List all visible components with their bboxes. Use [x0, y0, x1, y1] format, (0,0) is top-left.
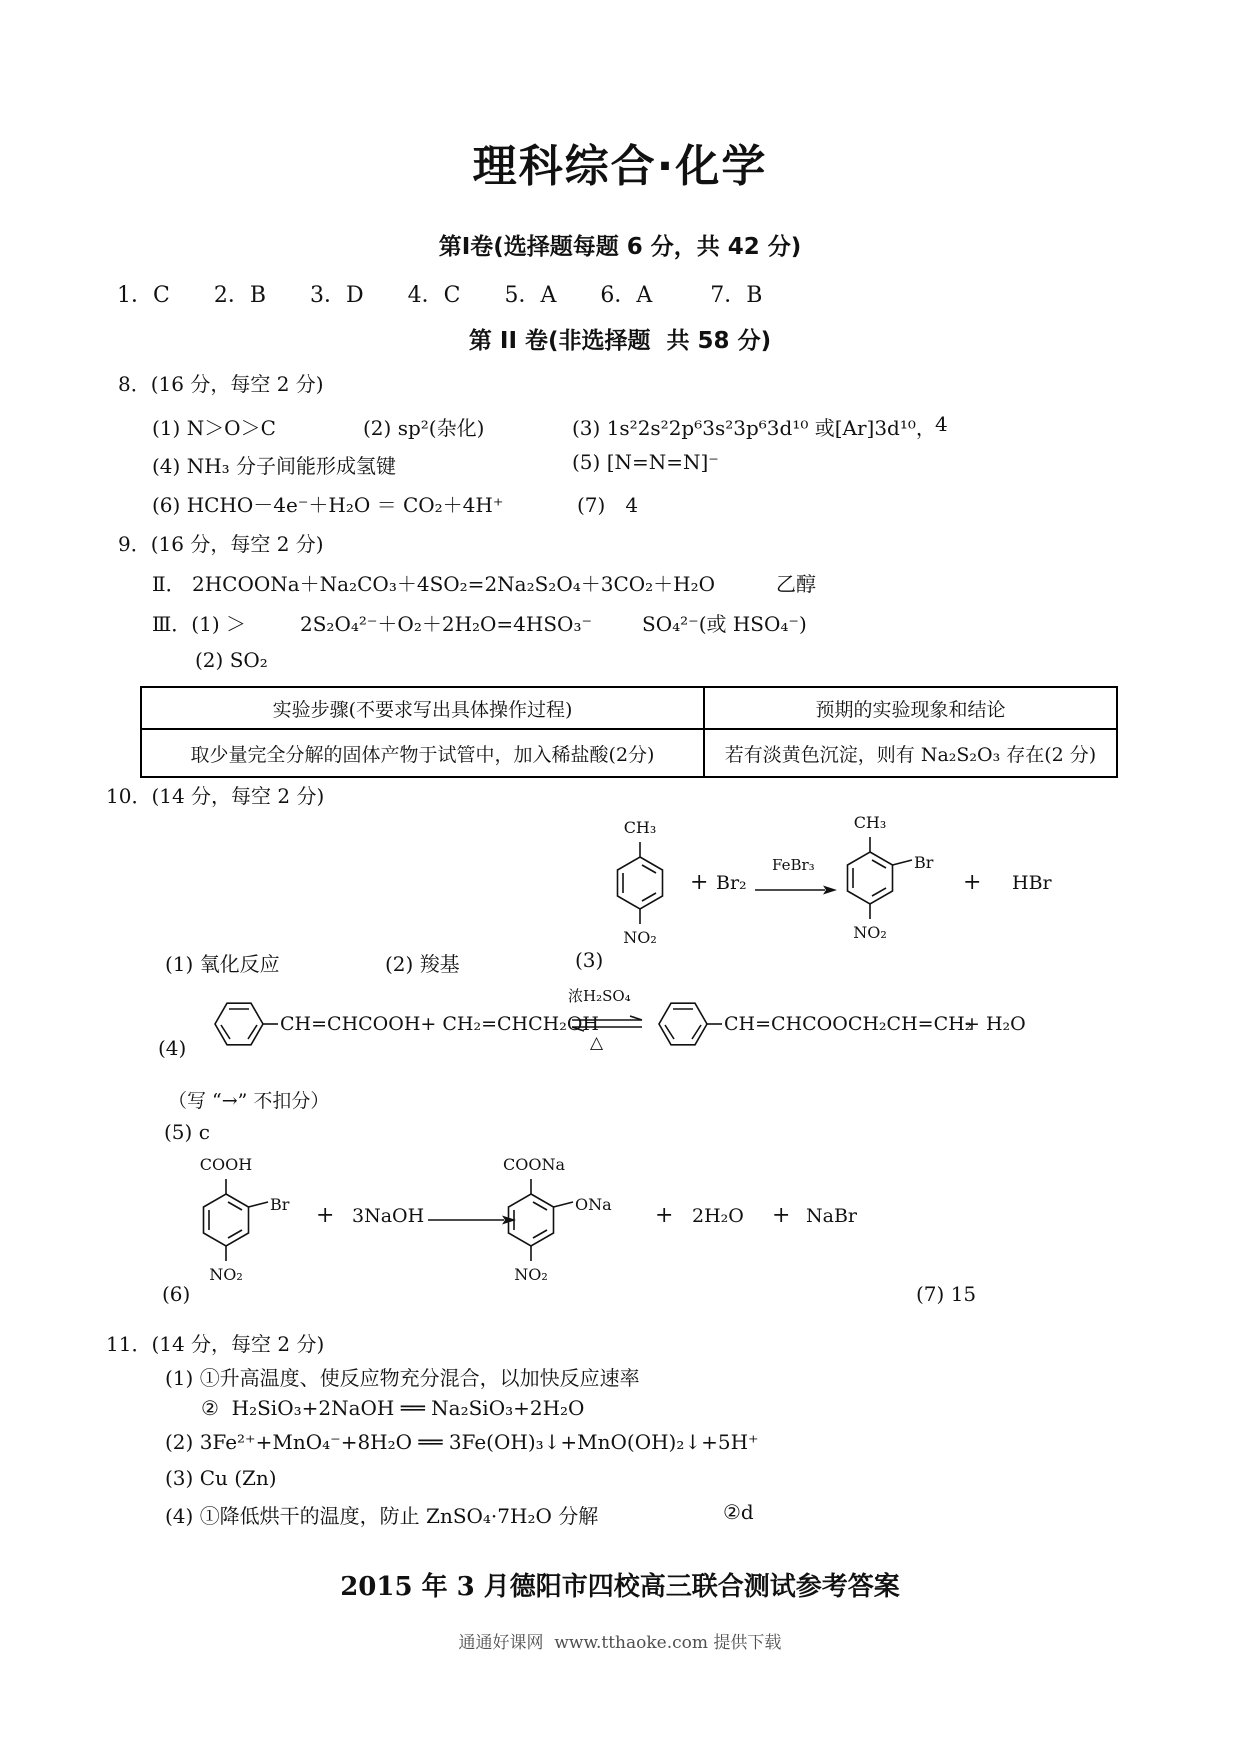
reaction-arrow-icon — [755, 884, 837, 896]
table-header-steps: 实验步骤(不要求写出具体操作过程) — [141, 687, 704, 729]
nitro-group-label: NO₂ — [853, 923, 887, 942]
footer-credit: 通通好课网 www.tthaoke.com 提供下载 — [458, 1633, 782, 1653]
bromo-substituent-label: Br — [914, 853, 934, 872]
benzene-ring-icon — [198, 1175, 278, 1265]
mc-answer: 6．A — [600, 283, 653, 308]
nitro-group-label: NO₂ — [514, 1265, 548, 1284]
q9-answer-2: (2) SO₂ — [195, 648, 268, 672]
benzene-ring-icon — [842, 833, 922, 923]
benzene-ring-icon — [206, 998, 278, 1050]
plus-sign: + — [772, 1203, 791, 1228]
q10-answer-5: (5) c — [164, 1120, 210, 1144]
page-title: 理科综合·化学 — [472, 141, 768, 192]
nitro-group-label: NO₂ — [209, 1265, 243, 1284]
q10-answer-1: (1) 氧化反应 — [165, 952, 280, 976]
q11-answer-4: (4) ①降低烘干的温度，防止 ZnSO₄·7H₂O 分解 — [165, 1504, 599, 1528]
water-byproduct-label: + H₂O — [964, 1013, 1026, 1035]
q9-line2-note: 乙醇 — [776, 572, 816, 596]
methyl-group-label: CH₃ — [853, 813, 887, 832]
q10-answer-6-label: (6) — [162, 1282, 191, 1306]
section2-heading: 第 II 卷(非选择题 共 58 分) — [468, 328, 772, 354]
q11-answer-2: (2) 3Fe²⁺+MnO₄⁻+8H₂O ══ 3Fe(OH)₃↓+MnO(OH)₂↓+5H⁺ — [165, 1430, 759, 1454]
q10-note: （写 “→” 不扣分） — [168, 1090, 330, 1112]
q8-answer-2: (2) sp²(杂化) — [363, 416, 485, 440]
reactant-bromonitrobenzoic-acid — [198, 1155, 290, 1285]
q9-line3-note: SO₄²⁻(或 HSO₄⁻) — [642, 612, 807, 636]
benzene-ring-icon — [612, 838, 668, 928]
plus-sign: + — [316, 1203, 335, 1228]
product-bromonitrotoluene — [842, 813, 934, 943]
reactant-nitrotoluene — [612, 818, 668, 948]
water-label: 2H₂O — [692, 1205, 744, 1227]
q9-line3-equation: 2S₂O₄²⁻＋O₂＋2H₂O=4HSO₃⁻ — [300, 612, 593, 636]
plus-sign: + — [655, 1203, 674, 1228]
ona-substituent-label: ONa — [575, 1195, 612, 1214]
q11-answer-3: (3) Cu (Zn) — [165, 1466, 277, 1490]
q8-answer-3: (3) 1s²2s²2p⁶3s²3p⁶3d¹⁰ 或[Ar]3d¹⁰， — [572, 416, 936, 440]
section1-heading: 第Ⅰ卷(选择题每题 6 分，共 42 分) — [438, 234, 802, 260]
q11-heading: 11．(14 分，每空 2 分) — [106, 1332, 325, 1356]
carboxylate-group-label: COONa — [503, 1155, 566, 1174]
multiple-choice-answers — [117, 278, 762, 309]
q10-answer-7: (7) 15 — [916, 1282, 977, 1306]
experiment-table — [140, 686, 1118, 778]
q9-line3-prefix: Ⅲ．(1) ＞ — [152, 612, 246, 636]
q9-heading: 9．(16 分，每空 2 分) — [118, 532, 324, 556]
q9-line2-equation: 2HCOONa＋Na₂CO₃＋4SO₂=2Na₂S₂O₄＋3CO₂＋H₂O — [192, 572, 716, 596]
q8-answer-3b: 4 — [935, 412, 948, 436]
q10-answer-4-label: (4) — [158, 1036, 187, 1060]
q8-answer-1: (1) N＞O＞C — [152, 416, 276, 440]
q10-answer-2: (2) 羧基 — [385, 952, 460, 976]
table-header-expectation: 预期的实验现象和结论 — [704, 687, 1117, 729]
q8-answer-7: (7) 4 — [577, 493, 639, 517]
carboxyl-group-label: COOH — [199, 1155, 253, 1174]
benzene-ring-icon — [503, 1175, 583, 1265]
q8-answer-4: (4) NH₃ 分子间能形成氢键 — [152, 454, 397, 478]
table-cell-expectation: 若有淡黄色沉淀，则有 Na₂S₂O₃ 存在(2 分) — [704, 729, 1117, 777]
delta-heat-symbol: △ — [590, 1033, 604, 1053]
condition-top-label: 浓H₂SO₄ — [568, 987, 631, 1005]
nabr-label: NaBr — [806, 1205, 857, 1227]
product-chain-formula: CH=CHCOOCH₂CH=CH₂ — [724, 1013, 973, 1035]
methyl-group-label: CH₃ — [623, 818, 657, 837]
mc-answer: 7．B — [710, 283, 763, 308]
q8-answer-5: (5) [N=N=N]⁻ — [572, 450, 719, 474]
q11-answer-4b: ②d — [723, 1500, 754, 1524]
q10-heading: 10．(14 分，每空 2 分) — [106, 784, 325, 808]
plus-sign: + — [963, 870, 982, 895]
mc-answer: 5．A — [504, 283, 557, 308]
plus-sign: + — [690, 870, 709, 895]
footer-title: 2015 年 3 月德阳市四校高三联合测试参考答案 — [340, 1572, 900, 1602]
bromo-substituent-label: Br — [270, 1195, 290, 1214]
mc-answer: 2．B — [213, 283, 267, 308]
q11-answer-1: (1) ①升高温度、使反应物充分混合，以加快反应速率 — [165, 1366, 640, 1390]
table-cell-steps: 取少量完全分解的固体产物于试管中，加入稀盐酸(2分) — [141, 729, 704, 777]
q9-line2-prefix: Ⅱ． — [152, 572, 186, 596]
bromine-label: Br₂ — [716, 872, 747, 894]
mc-answer: 1．C — [117, 283, 170, 308]
equilibrium-arrow-icon — [570, 1015, 644, 1033]
catalyst-label: FeBr₃ — [772, 856, 815, 874]
benzene-ring-icon — [650, 998, 722, 1050]
product-sodium-salt — [503, 1155, 612, 1285]
q8-heading: 8．(16 分，每空 2 分) — [118, 372, 324, 396]
nitro-group-label: NO₂ — [623, 928, 657, 947]
mc-answer: 3．D — [310, 283, 364, 308]
q8-answer-6: (6) HCHO－4e⁻＋H₂O ＝ CO₂＋4H⁺ — [152, 493, 504, 517]
mc-answer: 4．C — [407, 283, 461, 308]
hbr-label: HBr — [1012, 872, 1052, 894]
naoh-label: 3NaOH — [352, 1205, 425, 1227]
q11-answer-1b: ② H₂SiO₃+2NaOH ══ Na₂SiO₃+2H₂O — [201, 1396, 585, 1420]
reactant-chain-formula: CH=CHCOOH+ CH₂=CHCH₂OH — [280, 1013, 599, 1035]
q10-answer-3-label: (3) — [575, 948, 604, 972]
